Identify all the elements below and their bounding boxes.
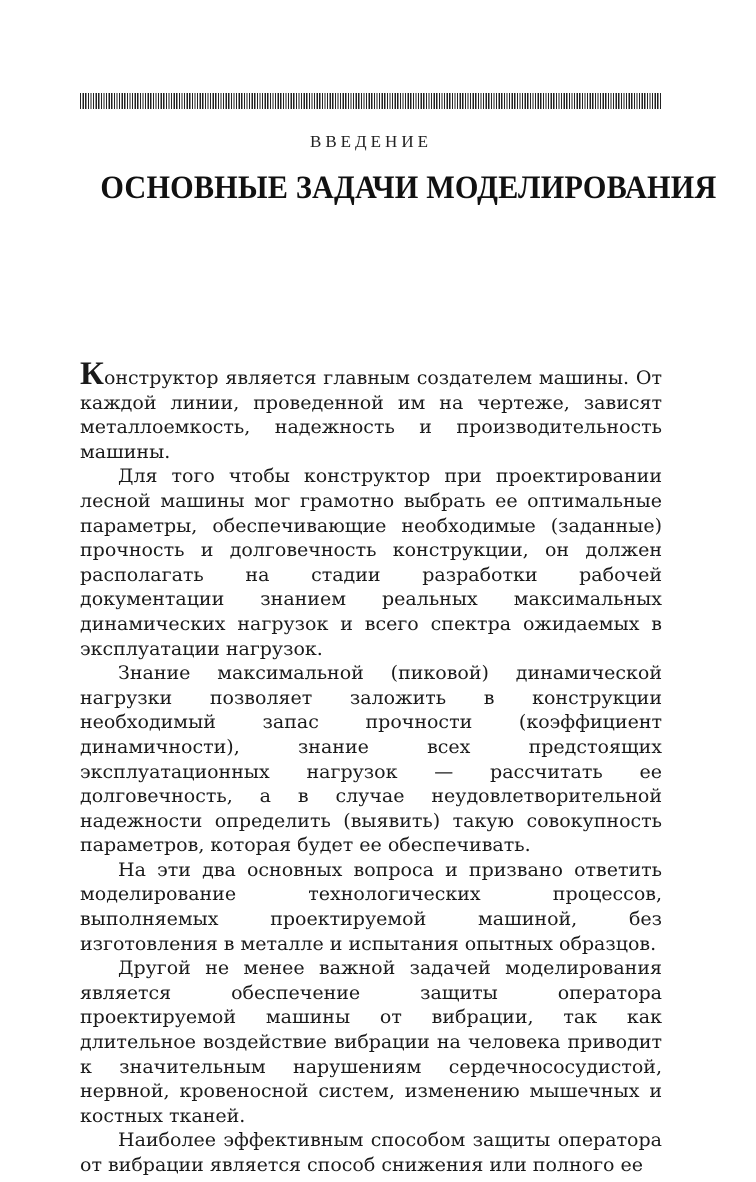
book-page bbox=[80, 0, 717, 1182]
chapter-label: ВВЕДЕНИЕ bbox=[310, 132, 432, 151]
paragraph: На эти два основных вопроса и призвано ответить моделирование технологических процессов, выполняемых проектируемой машиной, без изготовления в металле и испытания опытных образцов. bbox=[80, 858, 662, 955]
paragraph bbox=[80, 356, 662, 464]
drop-cap: К bbox=[80, 356, 104, 392]
paragraph: Наиболее эффективным способом защиты оператора от вибрации является способ снижения или полного ее bbox=[80, 1129, 662, 1176]
paragraph-text: онструктор является главным создателем машины. От каждой линии, проведенной им на чертеже, зависят металлоемкость, надежность и производительность машины. bbox=[80, 367, 662, 463]
body-text bbox=[80, 356, 662, 1178]
chapter-title: ОСНОВНЫЕ ЗАДАЧИ МОДЕЛИРОВАНИЯ bbox=[100, 170, 717, 206]
paragraph: Знание максимальной (пиковой) динамической нагрузки позволяет заложить в конструкции необходимый запас прочности (коэффициент динамичности), знание всех предстоящих эксплуатационных нагрузок — рассчитать ее долговечность, а в случае неудовлетворительной надежности определить (выявить) такую совокупность параметров, которая будет ее обеспечивать. bbox=[80, 662, 662, 857]
paragraph: Для того чтобы конструктор при проектировании лесной машины мог грамотно выбрать ее оптимальные параметры, обеспечивающие необходимые (заданные) прочность и долговечность конструкции, он должен располагать на стадии разработки рабочей документации знанием реальных максимальных динамических нагрузок и всего спектра ожидаемых в эксплуатации нагрузок. bbox=[80, 465, 662, 660]
paragraph: Другой не менее важной задачей моделирования является обеспечение защиты оператора проектируемой машины от вибрации, так как длительное воздействие вибрации на человека приводит к значительным нарушениям сердечнососудистой, нервной, кровеносной систем, изменению мышечных и костных тканей. bbox=[80, 957, 662, 1127]
decorative-rule bbox=[80, 93, 662, 109]
